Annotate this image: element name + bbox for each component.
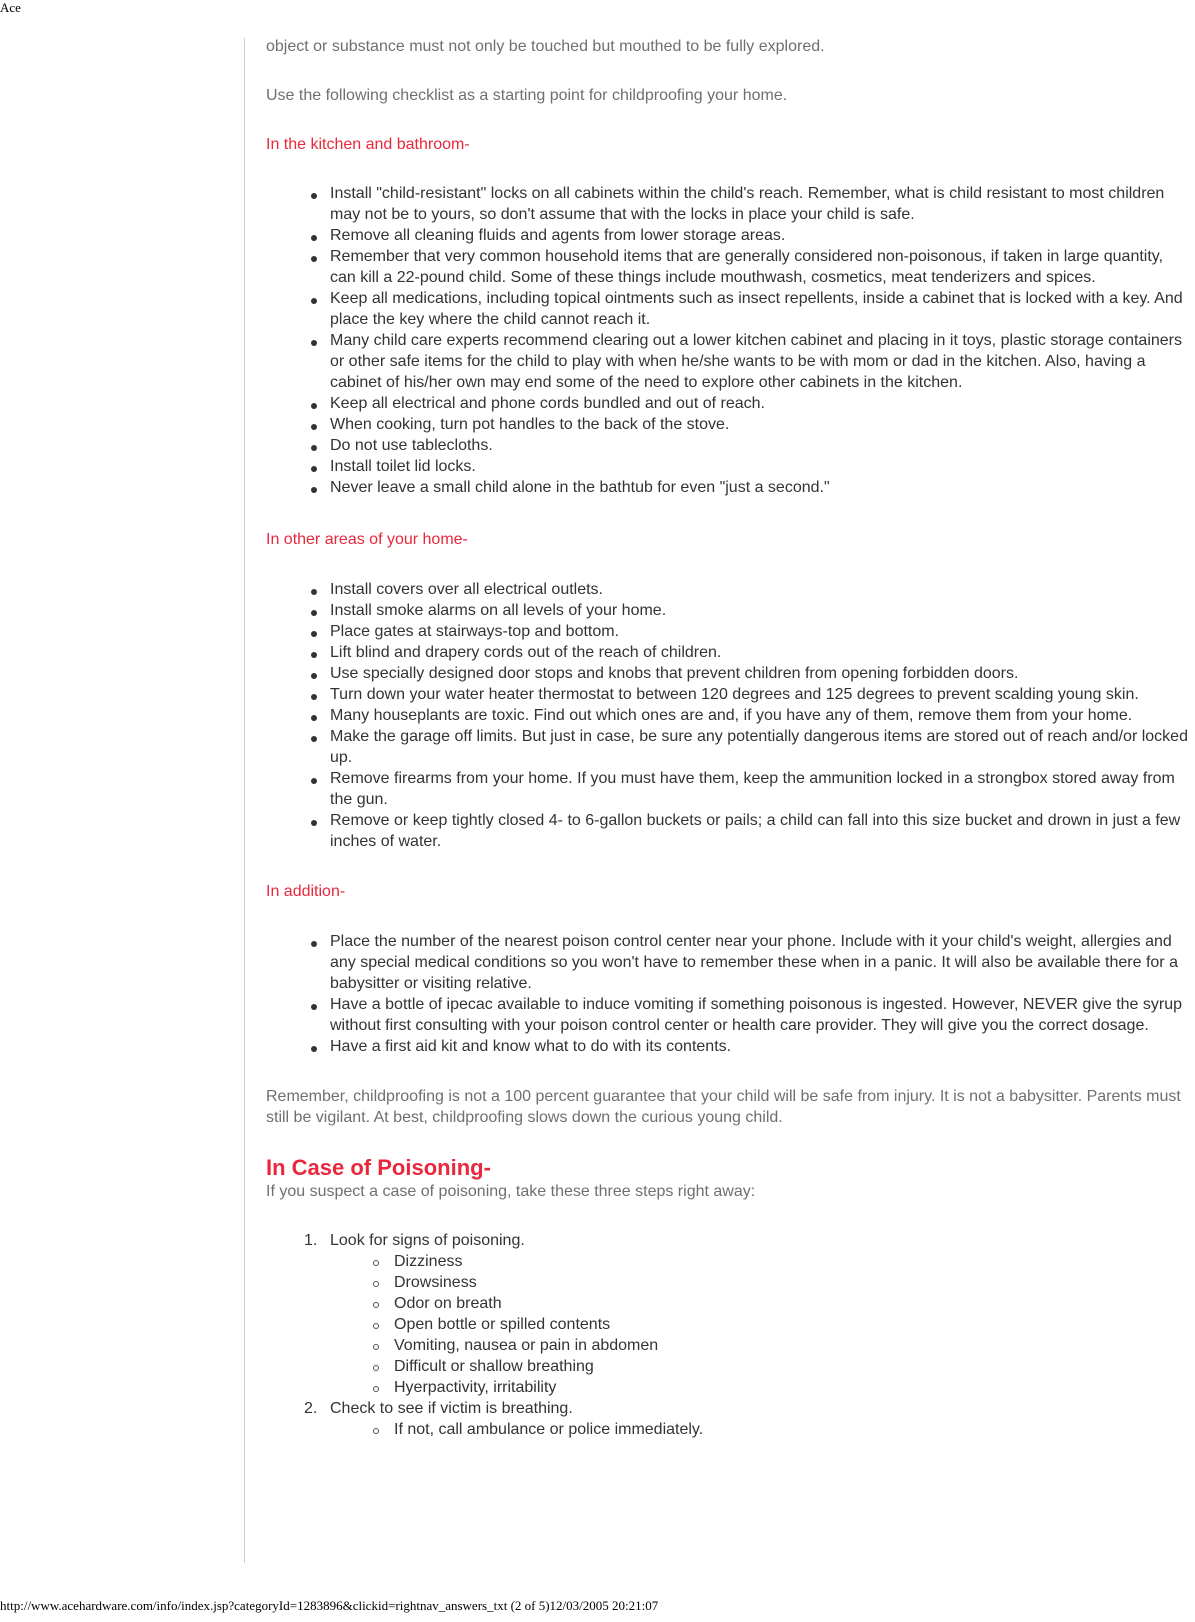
step-item bbox=[266, 1230, 1192, 1398]
other-areas-heading: In other areas of your home- bbox=[266, 531, 468, 548]
addition-list bbox=[266, 931, 1192, 1057]
list-item: Remove firearms from your home. If you must have them, keep the ammunition locked in a strongbox stored away from the gun. bbox=[266, 768, 1192, 810]
sub-item: Dizziness bbox=[330, 1251, 1192, 1272]
addition-heading: In addition- bbox=[266, 883, 346, 900]
list-item: Install covers over all electrical outlets. bbox=[266, 579, 1192, 600]
list-item: Keep all electrical and phone cords bundled and out of reach. bbox=[266, 393, 1192, 414]
list-item: Install smoke alarms on all levels of your home. bbox=[266, 600, 1192, 621]
sub-item: Vomiting, nausea or pain in abdomen bbox=[330, 1335, 1192, 1356]
article-content bbox=[266, 36, 1192, 1440]
step-number: 1. bbox=[304, 1232, 318, 1249]
list-item: Place the number of the nearest poison control center near your phone. Include with it your child's weight, allergies and any special medical conditions so you won't have to remember these when in a panic. It will also be available there for a babysitter or visiting relative. bbox=[266, 931, 1192, 994]
step-number: 2. bbox=[304, 1400, 318, 1417]
sub-item: Hyerpactivity, irritability bbox=[330, 1377, 1192, 1398]
intro-continuation: object or substance must not only be touched but mouthed to be fully explored. bbox=[266, 38, 825, 55]
sub-item: Open bottle or spilled contents bbox=[330, 1314, 1192, 1335]
kitchen-heading: In the kitchen and bathroom- bbox=[266, 136, 470, 153]
list-item: Never leave a small child alone in the bathtub for even "just a second." bbox=[266, 477, 1192, 498]
sub-item: Difficult or shallow breathing bbox=[330, 1356, 1192, 1377]
page-header-title: Ace bbox=[0, 0, 21, 15]
sub-item: Drowsiness bbox=[330, 1272, 1192, 1293]
list-item: Make the garage off limits. But just in case, be sure any potentially dangerous items are stored out of reach and/or locked up. bbox=[266, 726, 1192, 768]
other-areas-list bbox=[266, 579, 1192, 852]
left-divider bbox=[244, 38, 245, 1563]
remember-paragraph: Remember, childproofing is not a 100 percent guarantee that your child will be safe from injury. It is not a babysitter. Parents must still be vigilant. At best, childproofing slows down the curious young child. bbox=[266, 1088, 1181, 1126]
list-item: Install toilet lid locks. bbox=[266, 456, 1192, 477]
list-item: Keep all medications, including topical ointments such as insect repellents, inside a cabinet that is locked with a key. And place the key where the child cannot reach it. bbox=[266, 288, 1192, 330]
list-item: Have a first aid kit and know what to do with its contents. bbox=[266, 1036, 1192, 1057]
list-item: Remember that very common household items that are generally considered non-poisonous, if taken in large quantity, can kill a 22-pound child. Some of these things include mouthwash, cosmetics, meat tenderizers and spices. bbox=[266, 246, 1192, 288]
step-text: Check to see if victim is breathing. bbox=[330, 1400, 573, 1417]
sub-item: Odor on breath bbox=[330, 1293, 1192, 1314]
list-item: Place gates at stairways-top and bottom. bbox=[266, 621, 1192, 642]
checklist-intro: Use the following checklist as a starting point for childproofing your home. bbox=[266, 87, 788, 104]
step-text: Look for signs of poisoning. bbox=[330, 1232, 525, 1249]
list-item: Many houseplants are toxic. Find out which ones are and, if you have any of them, remove them from your home. bbox=[266, 705, 1192, 726]
kitchen-list bbox=[266, 183, 1192, 498]
list-item: When cooking, turn pot handles to the back of the stove. bbox=[266, 414, 1192, 435]
list-item: Lift blind and drapery cords out of the reach of children. bbox=[266, 642, 1192, 663]
list-item: Remove or keep tightly closed 4- to 6-gallon buckets or pails; a child can fall into this size bucket and drown in just a few inches of water. bbox=[266, 810, 1192, 852]
list-item: Remove all cleaning fluids and agents from lower storage areas. bbox=[266, 225, 1192, 246]
list-item: Use specially designed door stops and knobs that prevent children from opening forbidden doors. bbox=[266, 663, 1192, 684]
step-sublist bbox=[330, 1251, 1192, 1398]
poisoning-steps bbox=[266, 1230, 1192, 1440]
step-sublist bbox=[330, 1419, 1192, 1440]
sub-item: If not, call ambulance or police immediately. bbox=[330, 1419, 1192, 1440]
list-item: Do not use tablecloths. bbox=[266, 435, 1192, 456]
list-item: Turn down your water heater thermostat to between 120 degrees and 125 degrees to prevent scalding young skin. bbox=[266, 684, 1192, 705]
poisoning-heading: In Case of Poisoning- bbox=[266, 1155, 491, 1180]
list-item: Many child care experts recommend clearing out a lower kitchen cabinet and placing in it toys, plastic storage containers or other safe items for the child to play with when he/she wants to be with mom or dad in the kitchen. Also, having a cabinet of his/her own may end some of the need to explore other cabinets in the kitchen. bbox=[266, 330, 1192, 393]
page-footer-url: http://www.acehardware.com/info/index.jsp?categoryId=1283896&clickid=rightnav_answers_txt (2 of 5)12/03/2005 20:21:07 bbox=[0, 1598, 659, 1613]
step-item bbox=[266, 1398, 1192, 1440]
list-item: Have a bottle of ipecac available to induce vomiting if something poisonous is ingested. However, NEVER give the syrup without first consulting with your poison control center or health care provider. They will give you the correct dosage. bbox=[266, 994, 1192, 1036]
list-item: Install "child-resistant" locks on all cabinets within the child's reach. Remember, what is child resistant to most children may not be to yours, so don't assume that with the locks in place your child is safe. bbox=[266, 183, 1192, 225]
poisoning-intro: If you suspect a case of poisoning, take these three steps right away: bbox=[266, 1183, 756, 1200]
